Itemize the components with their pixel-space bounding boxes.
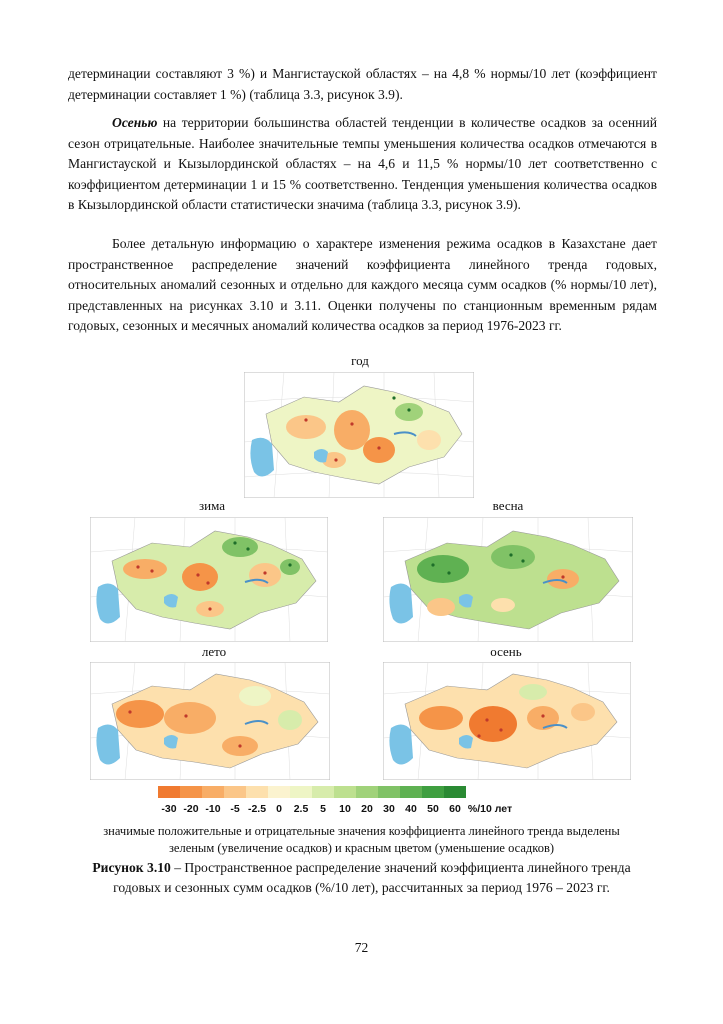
legend-tick-label: 2.5 xyxy=(293,803,309,815)
figure-caption-number: Рисунок 3.10 xyxy=(92,860,171,875)
map-autumn xyxy=(383,662,631,780)
legend-swatch xyxy=(202,786,224,798)
legend-swatch xyxy=(422,786,444,798)
map-label-autumn: осень xyxy=(490,644,522,659)
map-winter xyxy=(90,517,328,642)
map-label-winter: зима xyxy=(199,498,225,513)
map-autumn-image xyxy=(383,662,631,780)
paragraph-2-lead: Осенью xyxy=(112,115,158,130)
legend-swatch xyxy=(268,786,290,798)
paragraph-3: Более детальную информацию о характере изменения режима осадков в Казахстане дает пространственное распределение значений коэффициента линейного тренда годовых, относительных аномалий сезонных и отдельно для каждого месяца сумм осадков (% нормы/10 лет), представленных на рисунках 3.10 и 3.11. Оценки получены по станционным временным рядам годовых, сезонных и месячных аномалий количества осадков за период 1976-2023 гг. xyxy=(68,236,657,333)
legend-tick-label: -2.5 xyxy=(247,803,267,815)
legend-swatch xyxy=(224,786,246,798)
legend-tick-label: 5 xyxy=(320,803,326,815)
legend-tick-label: -20 xyxy=(183,803,199,815)
legend-tick-label: 50 xyxy=(427,803,439,815)
legend-swatch xyxy=(356,786,378,798)
map-year xyxy=(244,372,474,498)
legend-tick-label: 0 xyxy=(276,803,282,815)
paragraph-1: детерминации составляют 3 %) и Мангистауской областях – на 4,8 % нормы/10 лет (коэффициент детерминации составляет 1 %) (таблица 3.3, рисунок 3.9). xyxy=(68,66,657,102)
map-summer xyxy=(90,662,330,780)
figure-caption xyxy=(70,858,653,898)
legend-tick-label: 40 xyxy=(405,803,417,815)
legend-swatch xyxy=(378,786,400,798)
page-number: 72 xyxy=(354,940,369,955)
paragraph-2-body: на территории большинства областей тенденции в количестве осадков за осенний сезон отрицательные. Наиболее значительные темпы уменьшения количества осадков отмечаются в Мангистауской и Кызылординской областях – на 4,6 и 11,5 % нормы/10 лет соответственно с коэффициентом детерминации 1 и 15 % соответственно. Тенденция уменьшения количества осадков в Кызылординской области статистически значима (таблица 3.3, рисунок 3.9). xyxy=(68,115,657,212)
legend-tick-label: -10 xyxy=(205,803,221,815)
figure-caption-text: – Пространственное распределение значений коэффициента линейного тренда годовых и сезонных сумм осадков (%/10 лет), рассчитанных за период 1976 – 2023 гг. xyxy=(113,860,631,895)
paragraph-2 xyxy=(68,113,657,216)
map-spring-image xyxy=(383,517,633,642)
legend-tick-label: 60 xyxy=(449,803,461,815)
map-summer-image xyxy=(90,662,330,780)
legend-swatch xyxy=(400,786,422,798)
legend-unit-label: %/10 лет xyxy=(467,803,513,815)
map-label-year: год xyxy=(351,353,369,368)
legend-swatch xyxy=(290,786,312,798)
map-label-spring: весна xyxy=(492,498,524,513)
legend-tick-label: -30 xyxy=(161,803,177,815)
legend-swatch xyxy=(312,786,334,798)
legend-tick-label: 30 xyxy=(383,803,395,815)
legend-tick-label: -5 xyxy=(230,803,240,815)
map-spring xyxy=(383,517,633,642)
map-year-image xyxy=(244,372,474,498)
legend-swatch xyxy=(180,786,202,798)
legend-swatch xyxy=(334,786,356,798)
map-label-summer: лето xyxy=(201,644,227,659)
legend-swatch xyxy=(158,786,180,798)
map-winter-image xyxy=(90,517,328,642)
legend-tick-label: 20 xyxy=(361,803,373,815)
legend-swatch xyxy=(246,786,268,798)
legend-tick-label: 10 xyxy=(339,803,351,815)
legend-swatch xyxy=(444,786,466,798)
figure-note: значимые положительные и отрицательные значения коэффициента линейного тренда выделены зеленым (увеличение осадков) и красным цветом (уменьшение осадков) xyxy=(103,824,620,855)
